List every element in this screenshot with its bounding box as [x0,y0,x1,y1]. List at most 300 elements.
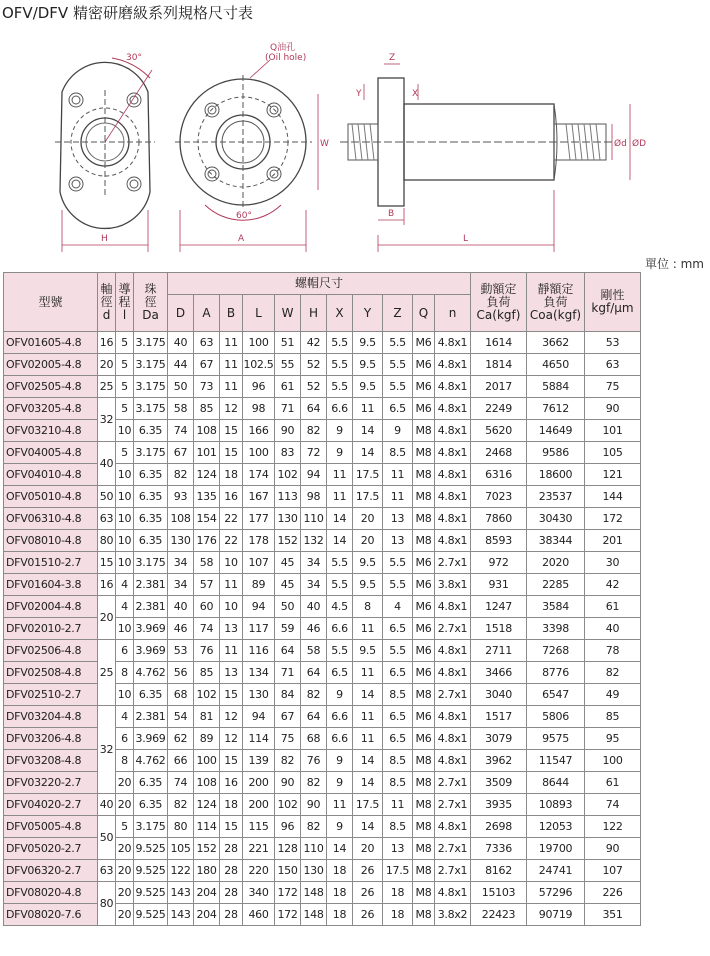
cell-n: 4.8x1 [435,640,471,662]
cell-da: 2.381 [134,596,168,618]
cell-l: 166 [243,420,275,442]
cell-q: M6 [413,706,435,728]
cell-a: 76 [194,640,220,662]
cell-z: 6.5 [383,662,413,684]
cell-y: 14 [353,684,383,706]
model-cell: DFV03220-2.7 [4,772,98,794]
cell-w: 82 [275,750,301,772]
cell-l: 116 [243,640,275,662]
table-row [4,376,641,398]
table-row [4,860,641,882]
dd-label: ØD [632,139,647,149]
cell-coa: 8776 [527,662,585,684]
cell-n: 4.8x1 [435,486,471,508]
cell-l: 117 [243,618,275,640]
cell-b: 18 [220,794,243,816]
cell-w: 64 [275,640,301,662]
cell-h: 148 [301,882,327,904]
cell-d: 66 [168,750,194,772]
cell-x: 11 [327,794,353,816]
cell-x: 5.5 [327,574,353,596]
cell-b: 22 [220,530,243,552]
cell-q: M8 [413,486,435,508]
cell-l: 10 [116,530,134,552]
cell-b: 22 [220,508,243,530]
cell-l: 4 [116,596,134,618]
cell-l: 10 [116,552,134,574]
shaft-diameter-cell: 32 [98,398,116,442]
th-dim-h: H [301,295,327,332]
cell-a: 124 [194,794,220,816]
cell-d: 68 [168,684,194,706]
cell-l: 20 [116,882,134,904]
cell-k: 90 [585,398,641,420]
cell-b: 15 [220,442,243,464]
cell-d: 82 [168,464,194,486]
cell-coa: 10893 [527,794,585,816]
cell-h: 42 [301,332,327,354]
th-model: 型號 [4,273,98,332]
cell-q: M8 [413,420,435,442]
cell-y: 14 [353,420,383,442]
cell-da: 2.381 [134,706,168,728]
model-cell: DFV03206-4.8 [4,728,98,750]
cell-d: 53 [168,640,194,662]
cell-x: 6.6 [327,618,353,640]
cell-q: M8 [413,772,435,794]
cell-a: 100 [194,750,220,772]
cell-d: 58 [168,398,194,420]
cell-l: 6 [116,640,134,662]
cell-l: 94 [243,596,275,618]
cell-coa: 4650 [527,354,585,376]
cell-da: 3.969 [134,728,168,750]
cell-y: 11 [353,618,383,640]
shaft-diameter-cell: 25 [98,376,116,398]
cell-w: 83 [275,442,301,464]
cell-d: 108 [168,508,194,530]
cell-l: 102.5 [243,354,275,376]
cell-k: 95 [585,728,641,750]
th-static-load: 靜額定 負荷 Coa(kgf) [527,273,585,332]
cell-n: 4.8x1 [435,882,471,904]
cell-l: 20 [116,904,134,926]
shaft-diameter-cell: 63 [98,508,116,530]
cell-h: 52 [301,376,327,398]
cell-b: 13 [220,618,243,640]
cell-l: 221 [243,838,275,860]
h-label: H [101,234,108,244]
y-label: Y [356,89,362,99]
cell-z: 5.5 [383,574,413,596]
table-row [4,398,641,420]
cell-h: 64 [301,662,327,684]
cell-d: 130 [168,530,194,552]
cell-b: 16 [220,772,243,794]
cell-d: 46 [168,618,194,640]
cell-coa: 3584 [527,596,585,618]
cell-d: 40 [168,332,194,354]
cell-y: 14 [353,750,383,772]
cell-h: 82 [301,772,327,794]
cell-coa: 23537 [527,486,585,508]
cell-q: M8 [413,464,435,486]
cell-l: 178 [243,530,275,552]
cell-z: 9 [383,420,413,442]
cell-da: 6.35 [134,684,168,706]
cell-da: 9.525 [134,882,168,904]
cell-ca: 2698 [471,816,527,838]
shaft-diameter-cell: 20 [98,354,116,376]
cell-ca: 1814 [471,354,527,376]
cell-coa: 2020 [527,552,585,574]
cell-coa: 9575 [527,728,585,750]
cell-z: 18 [383,882,413,904]
cell-d: 105 [168,838,194,860]
th-dim-y: Y [353,295,383,332]
cell-h: 90 [301,794,327,816]
model-cell: DFV03204-4.8 [4,706,98,728]
model-cell: DFV05005-4.8 [4,816,98,838]
l-label: L [463,234,469,244]
cell-h: 94 [301,464,327,486]
cell-y: 26 [353,904,383,926]
cell-ca: 7023 [471,486,527,508]
shaft-diameter-cell: 50 [98,816,116,860]
cell-z: 13 [383,838,413,860]
cell-z: 8.5 [383,750,413,772]
cell-ca: 972 [471,552,527,574]
table-row [4,640,641,662]
th-rigidity: 剛性 kgf/μm [585,273,641,332]
cell-a: 124 [194,464,220,486]
cell-h: 82 [301,420,327,442]
model-cell: DFV08020-7.6 [4,904,98,926]
cell-q: M6 [413,640,435,662]
th-dynamic-load: 動額定 負荷 Ca(kgf) [471,273,527,332]
b-label: B [388,209,395,219]
cell-k: 40 [585,618,641,640]
cell-k: 74 [585,794,641,816]
cell-l: 200 [243,794,275,816]
cell-a: 176 [194,530,220,552]
cell-x: 6.6 [327,728,353,750]
th-shaft: 軸 徑 d [98,273,116,332]
cell-y: 8 [353,596,383,618]
cell-x: 9 [327,816,353,838]
cell-b: 10 [220,596,243,618]
table-row [4,442,641,464]
cell-n: 2.7x1 [435,684,471,706]
cell-l: 20 [116,838,134,860]
cell-x: 14 [327,530,353,552]
cell-n: 4.8x1 [435,596,471,618]
cell-z: 5.5 [383,552,413,574]
cell-l: 167 [243,486,275,508]
cell-b: 18 [220,464,243,486]
d-label: Ød [614,139,627,149]
oil-hole-en-label: (Oil hole) [265,53,307,63]
page-title: OFV/DFV 精密研磨級系列規格尺寸表 [2,4,253,22]
cell-q: M8 [413,860,435,882]
cell-z: 4 [383,596,413,618]
cell-w: 102 [275,794,301,816]
cell-l: 96 [243,376,275,398]
cell-k: 30 [585,552,641,574]
model-cell: DFV02508-4.8 [4,662,98,684]
cell-ca: 7860 [471,508,527,530]
cell-y: 20 [353,838,383,860]
cell-y: 17.5 [353,464,383,486]
cell-h: 64 [301,398,327,420]
cell-ca: 6316 [471,464,527,486]
cell-y: 9.5 [353,354,383,376]
cell-b: 28 [220,904,243,926]
cell-l: 100 [243,332,275,354]
model-cell: OFV05010-4.8 [4,486,98,508]
model-cell: OFV04010-4.8 [4,464,98,486]
cell-y: 17.5 [353,486,383,508]
cell-h: 130 [301,860,327,882]
cell-da: 3.175 [134,354,168,376]
cell-ca: 3962 [471,750,527,772]
cell-k: 85 [585,706,641,728]
cell-y: 14 [353,772,383,794]
cell-w: 67 [275,706,301,728]
cell-n: 2.7x1 [435,552,471,574]
cell-da: 4.762 [134,662,168,684]
model-cell: DFV08020-4.8 [4,882,98,904]
th-dim-a: A [194,295,220,332]
cell-k: 63 [585,354,641,376]
cell-z: 6.5 [383,398,413,420]
cell-z: 11 [383,464,413,486]
cell-q: M6 [413,596,435,618]
cell-ca: 931 [471,574,527,596]
cell-l: 10 [116,464,134,486]
cell-l: 5 [116,376,134,398]
cell-h: 82 [301,684,327,706]
cell-l: 20 [116,772,134,794]
cell-da: 9.525 [134,904,168,926]
cell-w: 75 [275,728,301,750]
shaft-diameter-cell: 80 [98,882,116,926]
cell-x: 18 [327,904,353,926]
table-row [4,816,641,838]
cell-da: 3.969 [134,618,168,640]
cell-y: 26 [353,882,383,904]
cell-a: 108 [194,420,220,442]
cell-d: 44 [168,354,194,376]
cell-ca: 22423 [471,904,527,926]
cell-h: 68 [301,728,327,750]
cell-b: 12 [220,398,243,420]
shaft-diameter-cell: 20 [98,596,116,640]
cell-l: 100 [243,442,275,464]
cell-z: 8.5 [383,442,413,464]
shaft-diameter-cell: 40 [98,794,116,816]
cell-d: 82 [168,794,194,816]
cell-h: 64 [301,706,327,728]
cell-l: 200 [243,772,275,794]
table-row [4,794,641,816]
model-cell: OFV02505-4.8 [4,376,98,398]
th-nut-dim: 螺帽尺寸 [168,273,471,295]
cell-h: 82 [301,816,327,838]
table-row [4,332,641,354]
cell-w: 90 [275,772,301,794]
cell-n: 4.8x1 [435,464,471,486]
cell-k: 172 [585,508,641,530]
model-cell: DFV02010-2.7 [4,618,98,640]
cell-ca: 3079 [471,728,527,750]
cell-h: 110 [301,508,327,530]
cell-z: 6.5 [383,706,413,728]
cell-y: 9.5 [353,552,383,574]
a-label: A [238,234,245,244]
cell-y: 26 [353,860,383,882]
cell-a: 74 [194,618,220,640]
cell-ca: 7336 [471,838,527,860]
cell-l: 4 [116,574,134,596]
cell-d: 74 [168,772,194,794]
model-cell: DFV04020-2.7 [4,794,98,816]
cell-w: 51 [275,332,301,354]
cell-l: 340 [243,882,275,904]
angle-30-label: 30° [126,53,142,63]
cell-w: 90 [275,420,301,442]
cell-z: 5.5 [383,354,413,376]
cell-y: 20 [353,508,383,530]
cell-q: M8 [413,684,435,706]
cell-d: 34 [168,574,194,596]
cell-b: 11 [220,376,243,398]
cell-z: 11 [383,794,413,816]
cell-k: 105 [585,442,641,464]
cell-l: 5 [116,354,134,376]
cell-ca: 5620 [471,420,527,442]
cell-k: 122 [585,816,641,838]
cell-y: 9.5 [353,640,383,662]
cell-k: 53 [585,332,641,354]
cell-ca: 3040 [471,684,527,706]
cell-x: 14 [327,508,353,530]
cell-k: 121 [585,464,641,486]
cell-h: 132 [301,530,327,552]
cell-l: 89 [243,574,275,596]
cell-b: 11 [220,332,243,354]
cell-l: 460 [243,904,275,926]
cell-a: 81 [194,706,220,728]
cell-y: 14 [353,442,383,464]
cell-d: 54 [168,706,194,728]
cell-w: 152 [275,530,301,552]
table-row [4,486,641,508]
cell-da: 3.175 [134,332,168,354]
cell-h: 58 [301,640,327,662]
cell-da: 2.381 [134,574,168,596]
technical-drawing [0,20,710,255]
cell-x: 11 [327,486,353,508]
cell-q: M8 [413,904,435,926]
cell-z: 17.5 [383,860,413,882]
cell-d: 93 [168,486,194,508]
cell-l: 174 [243,464,275,486]
cell-l: 5 [116,442,134,464]
cell-ca: 1517 [471,706,527,728]
cell-y: 9.5 [353,332,383,354]
th-dim-d: D [168,295,194,332]
cell-ca: 1518 [471,618,527,640]
cell-ca: 2468 [471,442,527,464]
table-row [4,354,641,376]
cell-a: 60 [194,596,220,618]
cell-a: 73 [194,376,220,398]
cell-a: 58 [194,552,220,574]
cell-ca: 1247 [471,596,527,618]
w-label: W [320,139,329,149]
cell-d: 143 [168,904,194,926]
cell-x: 5.5 [327,332,353,354]
cell-h: 34 [301,574,327,596]
cell-n: 4.8x1 [435,662,471,684]
cell-q: M6 [413,662,435,684]
cell-a: 101 [194,442,220,464]
cell-a: 108 [194,772,220,794]
cell-n: 2.7x1 [435,860,471,882]
cell-b: 15 [220,750,243,772]
th-dim-n: n [435,295,471,332]
cell-b: 16 [220,486,243,508]
cell-x: 9 [327,750,353,772]
cell-da: 3.969 [134,640,168,662]
cell-x: 5.5 [327,376,353,398]
cell-a: 154 [194,508,220,530]
cell-x: 11 [327,464,353,486]
cell-b: 11 [220,574,243,596]
cell-w: 71 [275,662,301,684]
cell-coa: 3398 [527,618,585,640]
cell-d: 40 [168,596,194,618]
cell-k: 90 [585,838,641,860]
cell-n: 4.8x1 [435,706,471,728]
cell-l: 10 [116,508,134,530]
cell-coa: 6547 [527,684,585,706]
th-dim-z: Z [383,295,413,332]
cell-l: 10 [116,618,134,640]
table-row [4,530,641,552]
cell-n: 2.7x1 [435,838,471,860]
cell-x: 9 [327,420,353,442]
cell-w: 102 [275,464,301,486]
cell-x: 9 [327,684,353,706]
cell-k: 75 [585,376,641,398]
cell-coa: 3662 [527,332,585,354]
cell-k: 49 [585,684,641,706]
cell-n: 4.8x1 [435,816,471,838]
cell-ca: 15103 [471,882,527,904]
cell-l: 177 [243,508,275,530]
cell-da: 9.525 [134,860,168,882]
cell-da: 6.35 [134,420,168,442]
cell-k: 42 [585,574,641,596]
cell-k: 201 [585,530,641,552]
cell-w: 84 [275,684,301,706]
cell-d: 80 [168,816,194,838]
cell-x: 9 [327,442,353,464]
cell-a: 180 [194,860,220,882]
cell-ca: 1614 [471,332,527,354]
